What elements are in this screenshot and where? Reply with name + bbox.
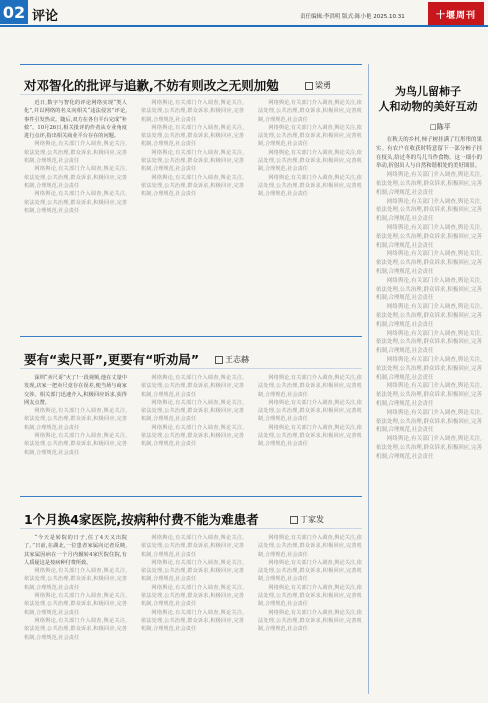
- article-3-body: 网络舆论,有关部门介入调查,舆论关注,依法处理,公共治理,群众诉求,积极回应,完善机制,合理规范,社会责任: [141, 609, 244, 633]
- article-1-body: 网络舆论,有关部门介入调查,舆论关注,依法处理,公共治理,群众诉求,积极回应,完善机制,合理规范,社会责任: [258, 100, 362, 123]
- article-1-body: 网络舆论,有关部门介入调查,舆论关注,依法处理,公共治理,群众诉求,积极回应,完善机制,合理规范,社会责任: [258, 174, 362, 198]
- column-divider: [368, 64, 369, 694]
- sidebar-lead: 在秋天的乡村,柿子树挂满了红彤彤的果实。有农户在收获时特意留下一部分柿子挂在枝头,给过冬的鸟儿当作食物。这一细小的举动,折射出人与自然和谐相处的美好图景。: [376, 137, 482, 170]
- sidebar-paragraph: 网络舆论,有关部门介入调查,舆论关注,依法处理,公共治理,群众诉求,积极回应,完善机制,合理规范,社会责任: [376, 198, 482, 223]
- article-1-body: 网络舆论,有关部门介入调查,舆论关注,依法处理,公共治理,群众诉求,积极回应,完善机制,合理规范,社会责任: [141, 174, 244, 198]
- sidebar-paragraph: 网络舆论,有关部门介入调查,舆论关注,依法处理,公共治理,群众诉求,积极回应,完善机制,合理规范,社会责任: [376, 172, 482, 196]
- article-3-body: 网络舆论,有关部门介入调查,舆论关注,依法处理,公共治理,群众诉求,积极回应,完善机制,合理规范,社会责任: [24, 593, 127, 616]
- sidebar-author-name: 陈平: [436, 123, 451, 131]
- article-2-body: 网络舆论,有关部门介入调查,舆论关注,依法处理,公共治理,群众诉求,积极回应,完善机制,合理规范,社会责任: [141, 375, 244, 398]
- sidebar-paragraph: 网络舆论,有关部门介入调查,舆论关注,依法处理,公共治理,群众诉求,积极回应,完善机制,合理规范,社会责任: [376, 304, 482, 328]
- article-2-body: 网络舆论,有关部门介入调查,舆论关注,依法处理,公共治理,群众诉求,积极回应,完善机制,合理规范,社会责任: [258, 375, 362, 398]
- section-title: 评论: [32, 9, 59, 24]
- article-1-body: 网络舆论,有关部门介入调查,舆论关注,依法处理,公共治理,群众诉求,积极回应,完善机制,合理规范,社会责任: [141, 100, 244, 123]
- sidebar-author: [430, 122, 451, 132]
- header-rule: [0, 25, 488, 27]
- article-rule: [20, 368, 362, 369]
- article-3-body: 网络舆论,有关部门介入调查,舆论关注,依法处理,公共治理,群众诉求,积极回应,完善机制,合理规范,社会责任: [141, 559, 244, 583]
- article-2-body: 网络舆论,有关部门介入调查,舆论关注,依法处理,公共治理,群众诉求,积极回应,完善机制,合理规范,社会责任: [24, 433, 127, 456]
- article-2-author: [215, 354, 249, 365]
- article-3-body: 网络舆论,有关部门介入调查,舆论关注,依法处理,公共治理,群众诉求,积极回应,完善机制,合理规范,社会责任: [258, 584, 362, 608]
- article-3-title: 1个月换4家医院,按病种付费不能为难患者: [24, 512, 259, 527]
- article-rule: [20, 528, 362, 529]
- article-1-body: 网络舆论,有关部门介入调查,舆论关注,依法处理,公共治理,群众诉求,积极回应,完善机制,合理规范,社会责任: [24, 141, 127, 165]
- article-rule: [20, 64, 362, 65]
- article-2-body: 网络舆论,有关部门介入调查,舆论关注,依法处理,公共治理,群众诉求,积极回应,完善机制,合理规范,社会责任: [141, 424, 244, 448]
- article-3-body: 网络舆论,有关部门介入调查,舆论关注,依法处理,公共治理,群众诉求,积极回应,完善机制,合理规范,社会责任: [24, 617, 127, 641]
- sidebar-paragraph: 网络舆论,有关部门介入调查,舆论关注,依法处理,公共治理,群众诉求,积极回应,完善机制,合理规范,社会责任: [376, 330, 482, 355]
- article-2-column: [141, 374, 244, 466]
- article-rule: [20, 336, 362, 337]
- author-marker-icon: [290, 516, 298, 524]
- article-3-body: 网络舆论,有关部门介入调查,舆论关注,依法处理,公共治理,群众诉求,积极回应,完善机制,合理规范,社会责任: [141, 535, 244, 558]
- article-1-lead: 近日,数字与智化的评论网络实现“类人化”,并以网络的名义向相关“违法侵害”评论,事件引发热议。随后,双方在各自平台完成“补救”。10月26日,相关批评的作者从专业角度进行点评,指出相关商业平台存在的问题。: [24, 100, 127, 140]
- article-1-column: [141, 99, 244, 261]
- article-3-author: [290, 514, 324, 525]
- article-2-body: 网络舆论,有关部门介入调查,舆论关注,依法处理,公共治理,群众诉求,积极回应,完善机制,合理规范,社会责任: [258, 399, 362, 423]
- page-number: 02: [0, 0, 28, 24]
- sidebar-author-prefix: □: [430, 123, 437, 131]
- article-3-column: [24, 534, 127, 696]
- article-1-title: 对邓智化的批评与追歉,不妨有则改之无则加勉: [24, 78, 279, 93]
- sidebar-title: [374, 84, 482, 114]
- article-rule: [20, 496, 362, 497]
- sidebar-paragraph: 网络舆论,有关部门介入调查,舆论关注,依法处理,公共治理,群众诉求,积极回应,完善机制,合理规范,社会责任: [376, 436, 482, 460]
- article-1-author: [305, 80, 331, 91]
- article-1-column: [24, 99, 127, 261]
- masthead: 十堰周刊: [428, 2, 484, 26]
- article-3-body: 网络舆论,有关部门介入调查,舆论关注,依法处理,公共治理,群众诉求,积极回应,完善机制,合理规范,社会责任: [258, 609, 362, 633]
- article-3-lead: “今天是转院的日子,住了4天又出院了。”日前,在湖北,一位患者家属向记者反映,其家属因病在一个月内辗转4家医院住院,有人质疑这是按病种付费所致。: [24, 535, 127, 566]
- article-1-body: 网络舆论,有关部门介入调查,舆论关注,依法处理,公共治理,群众诉求,积极回应,完善机制,合理规范,社会责任: [24, 191, 127, 214]
- article-1-body: 网络舆论,有关部门介入调查,舆论关注,依法处理,公共治理,群众诉求,积极回应,完善机制,合理规范,社会责任: [24, 166, 127, 189]
- sidebar-paragraph: 网络舆论,有关部门介入调查,舆论关注,依法处理,公共治理,群众诉求,积极回应,完善机制,合理规范,社会责任: [376, 277, 482, 302]
- article-2-column: [258, 374, 362, 466]
- article-2-column: [24, 374, 127, 466]
- sidebar-title-line1: 为鸟儿留柿子: [395, 85, 461, 98]
- article-3-body: 网络舆论,有关部门介入调查,舆论关注,依法处理,公共治理,群众诉求,积极回应,完善机制,合理规范,社会责任: [24, 568, 127, 591]
- article-2-author-name: 王志赫: [225, 355, 249, 364]
- article-2-body: 网络舆论,有关部门介入调查,舆论关注,依法处理,公共治理,群众诉求,积极回应,完善机制,合理规范,社会责任: [258, 424, 362, 448]
- article-1-author-name: 梁勇: [315, 81, 331, 90]
- article-3-body: 网络舆论,有关部门介入调查,舆论关注,依法处理,公共治理,群众诉求,积极回应,完善机制,合理规范,社会责任: [258, 559, 362, 583]
- article-1-column: [258, 99, 362, 261]
- article-3-column: [141, 534, 244, 696]
- article-1-body: 网络舆论,有关部门介入调查,舆论关注,依法处理,公共治理,群众诉求,积极回应,完善机制,合理规范,社会责任: [141, 149, 244, 173]
- sidebar-paragraph: 网络舆论,有关部门介入调查,舆论关注,依法处理,公共治理,群众诉求,积极回应,完善机制,合理规范,社会责任: [376, 383, 482, 407]
- article-3-body: 网络舆论,有关部门介入调查,舆论关注,依法处理,公共治理,群众诉求,积极回应,完善机制,合理规范,社会责任: [141, 584, 244, 608]
- article-2-body: 网络舆论,有关部门介入调查,舆论关注,依法处理,公共治理,群众诉求,积极回应,完善机制,合理规范,社会责任: [24, 408, 127, 431]
- sidebar-paragraph: 网络舆论,有关部门介入调查,舆论关注,依法处理,公共治理,群众诉求,积极回应,完善机制,合理规范,社会责任: [376, 251, 482, 275]
- article-1-body: 网络舆论,有关部门介入调查,舆论关注,依法处理,公共治理,群众诉求,积极回应,完善机制,合理规范,社会责任: [258, 124, 362, 148]
- author-marker-icon: [305, 82, 313, 90]
- article-1-body: 网络舆论,有关部门介入调查,舆论关注,依法处理,公共治理,群众诉求,积极回应,完善机制,合理规范,社会责任: [258, 149, 362, 173]
- sidebar-paragraph: 网络舆论,有关部门介入调查,舆论关注,依法处理,公共治理,群众诉求,积极回应,完善机制,合理规范,社会责任: [376, 356, 482, 381]
- article-3-column: [258, 534, 362, 696]
- sidebar-body: [376, 136, 482, 696]
- sidebar-paragraph: 网络舆论,有关部门介入调查,舆论关注,依法处理,公共治理,群众诉求,积极回应,完善机制,合理规范,社会责任: [376, 409, 482, 434]
- sidebar-paragraph: 网络舆论,有关部门介入调查,舆论关注,依法处理,公共治理,群众诉求,积极回应,完善机制,合理规范,社会责任: [376, 224, 482, 249]
- article-2-body: 网络舆论,有关部门介入调查,舆论关注,依法处理,公共治理,群众诉求,积极回应,完善机制,合理规范,社会责任: [141, 399, 244, 423]
- article-1-body: 网络舆论,有关部门介入调查,舆论关注,依法处理,公共治理,群众诉求,积极回应,完善机制,合理规范,社会责任: [141, 124, 244, 148]
- author-marker-icon: [215, 356, 223, 364]
- article-2-title: 要有“卖尺哥”,更要有“听劝局”: [24, 352, 200, 367]
- article-3-author-name: 丁家发: [300, 515, 324, 524]
- issue-meta: 责任编辑:李洪明 版式:陈小艳 2025.10.31: [300, 14, 405, 20]
- article-3-body: 网络舆论,有关部门介入调查,舆论关注,依法处理,公共治理,群众诉求,积极回应,完善机制,合理规范,社会责任: [258, 535, 362, 558]
- article-rule: [20, 94, 362, 95]
- article-2-lead: 深圳“卖尺哥”火了!一段视频,他在丈量中发现,店家一把卖尺竟存在误差,便当场与商家交涉。相关部门迅速介入,积极回应诉求,获得网友点赞。: [24, 375, 127, 406]
- sidebar-title-line2: 人和动物的美好互动: [378, 100, 478, 113]
